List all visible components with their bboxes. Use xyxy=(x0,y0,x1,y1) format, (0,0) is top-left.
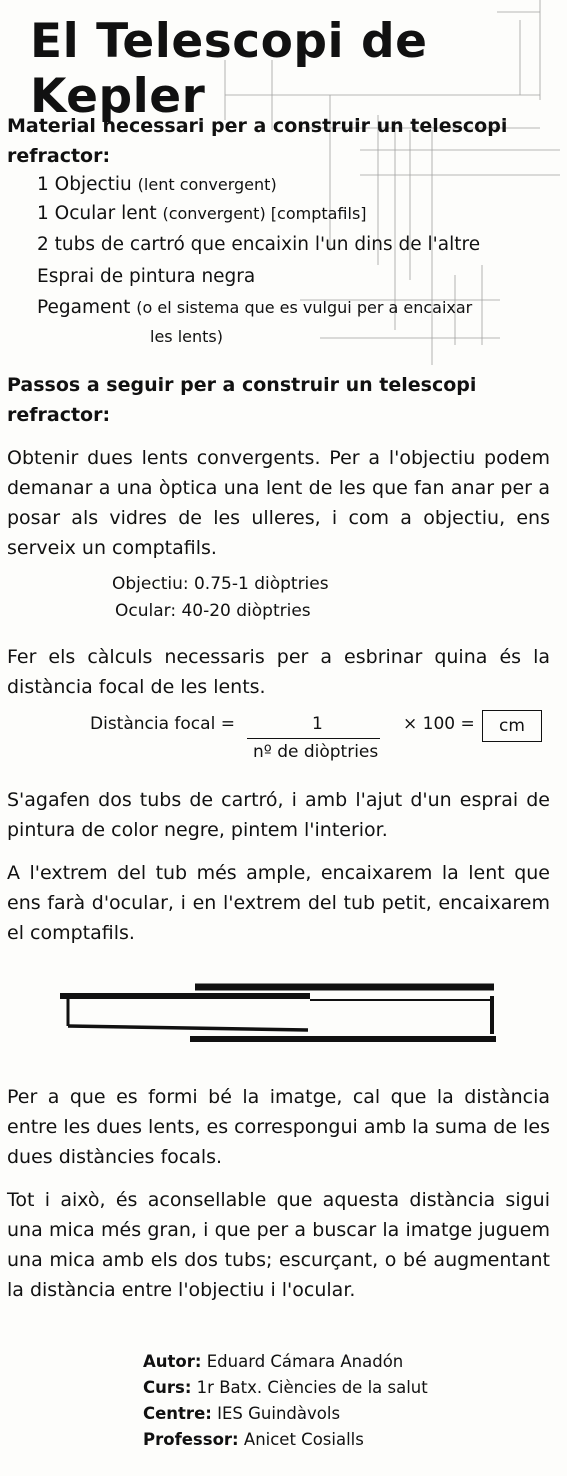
material-main: 2 tubs de cartró que encaixin l'un dins de l'altre xyxy=(37,234,481,255)
result-unit: cm xyxy=(499,716,525,736)
material-main: 1 Objectiu xyxy=(37,174,138,195)
focal-length-formula xyxy=(90,710,550,770)
material-pegament-cont xyxy=(150,322,223,352)
credit-key: Professor: xyxy=(143,1430,239,1449)
step-paragraph-consell: Tot i això, és aconsellable que aquesta distància sigui una mica més gran, i que per a buscar la imatge juguem una mica amb els dos tubs; escurçant, o bé augmentant la distància entre l'objectiu i l'ocular. xyxy=(7,1189,550,1301)
credit-value: Anicet Cosialls xyxy=(238,1430,364,1449)
formula-label: Distància focal = xyxy=(90,714,235,734)
material-main: 1 Ocular lent xyxy=(37,203,163,224)
credit-value: IES Guindàvols xyxy=(211,1404,341,1423)
credit-autor xyxy=(143,1349,428,1375)
credits xyxy=(143,1349,428,1453)
material-tubs xyxy=(37,230,480,260)
step-paragraph-calculs: Fer els càlculs necessaris per a esbrinar quina és la distància focal de les lents. xyxy=(7,646,550,698)
credit-centre xyxy=(143,1401,428,1427)
material-ocular xyxy=(37,199,367,229)
credit-value: Eduard Cámara Anadón xyxy=(201,1352,404,1371)
material-main: Esprai de pintura negra xyxy=(37,266,256,287)
formula-denominator: nº de diòptries xyxy=(253,742,379,762)
material-main: Pegament xyxy=(37,297,137,318)
fraction-bar xyxy=(247,738,380,739)
result-box xyxy=(482,710,542,742)
steps-heading: Passos a seguir per a construir un telescopi refractor: xyxy=(7,374,477,426)
materials-heading: Material necessari per a construir un telescopi refractor: xyxy=(7,115,508,167)
material-esprai xyxy=(37,262,255,292)
step-paragraph-lenses: Obtenir dues lents convergents. Per a l'objectiu podem demanar a una òptica una lent de les que fan anar per a posar als vidres de les ulleres, i com a objectiu, ens serveix un comptafils. xyxy=(7,447,550,559)
diopters-ocular: Ocular: 40-20 diòptries xyxy=(115,601,311,621)
material-objectiu xyxy=(37,170,277,200)
diopters-objectiu: Objectiu: 0.75-1 diòptries xyxy=(112,574,329,594)
credit-value: 1r Batx. Ciències de la salut xyxy=(191,1378,428,1397)
credit-key: Curs: xyxy=(143,1378,192,1397)
material-note: (o el sistema que es vulgui per a encaixar xyxy=(136,298,473,317)
step-paragraph-encaixar: A l'extrem del tub més ample, encaixarem la lent que ens farà d'ocular, i en l'extrem del tub petit, encaixarem el comptafils. xyxy=(7,862,550,944)
credit-professor xyxy=(143,1427,428,1453)
credit-key: Autor: xyxy=(143,1352,202,1371)
page-title: El Telescopi de Kepler xyxy=(30,14,428,124)
credit-key: Centre: xyxy=(143,1404,212,1423)
formula-multiplier: × 100 = xyxy=(403,714,475,734)
material-note: (convergent) [comptafils] xyxy=(162,204,367,223)
credit-curs xyxy=(143,1375,428,1401)
step-paragraph-distancia: Per a que es formi bé la imatge, cal que la distància entre les dues lents, es correspongui amb la suma de les dues distàncies focals. xyxy=(7,1086,550,1168)
formula-numerator: 1 xyxy=(312,714,323,734)
material-pegament xyxy=(37,293,472,323)
step-paragraph-pintura: S'agafen dos tubs de cartró, i amb l'ajut d'un esprai de pintura de color negre, pintem l'interior. xyxy=(7,789,550,841)
material-note: (lent convergent) xyxy=(137,175,277,194)
inner-tube-bottom xyxy=(68,1026,308,1030)
telescope-tubes-diagram xyxy=(60,982,510,1052)
material-note: les lents) xyxy=(150,327,223,346)
